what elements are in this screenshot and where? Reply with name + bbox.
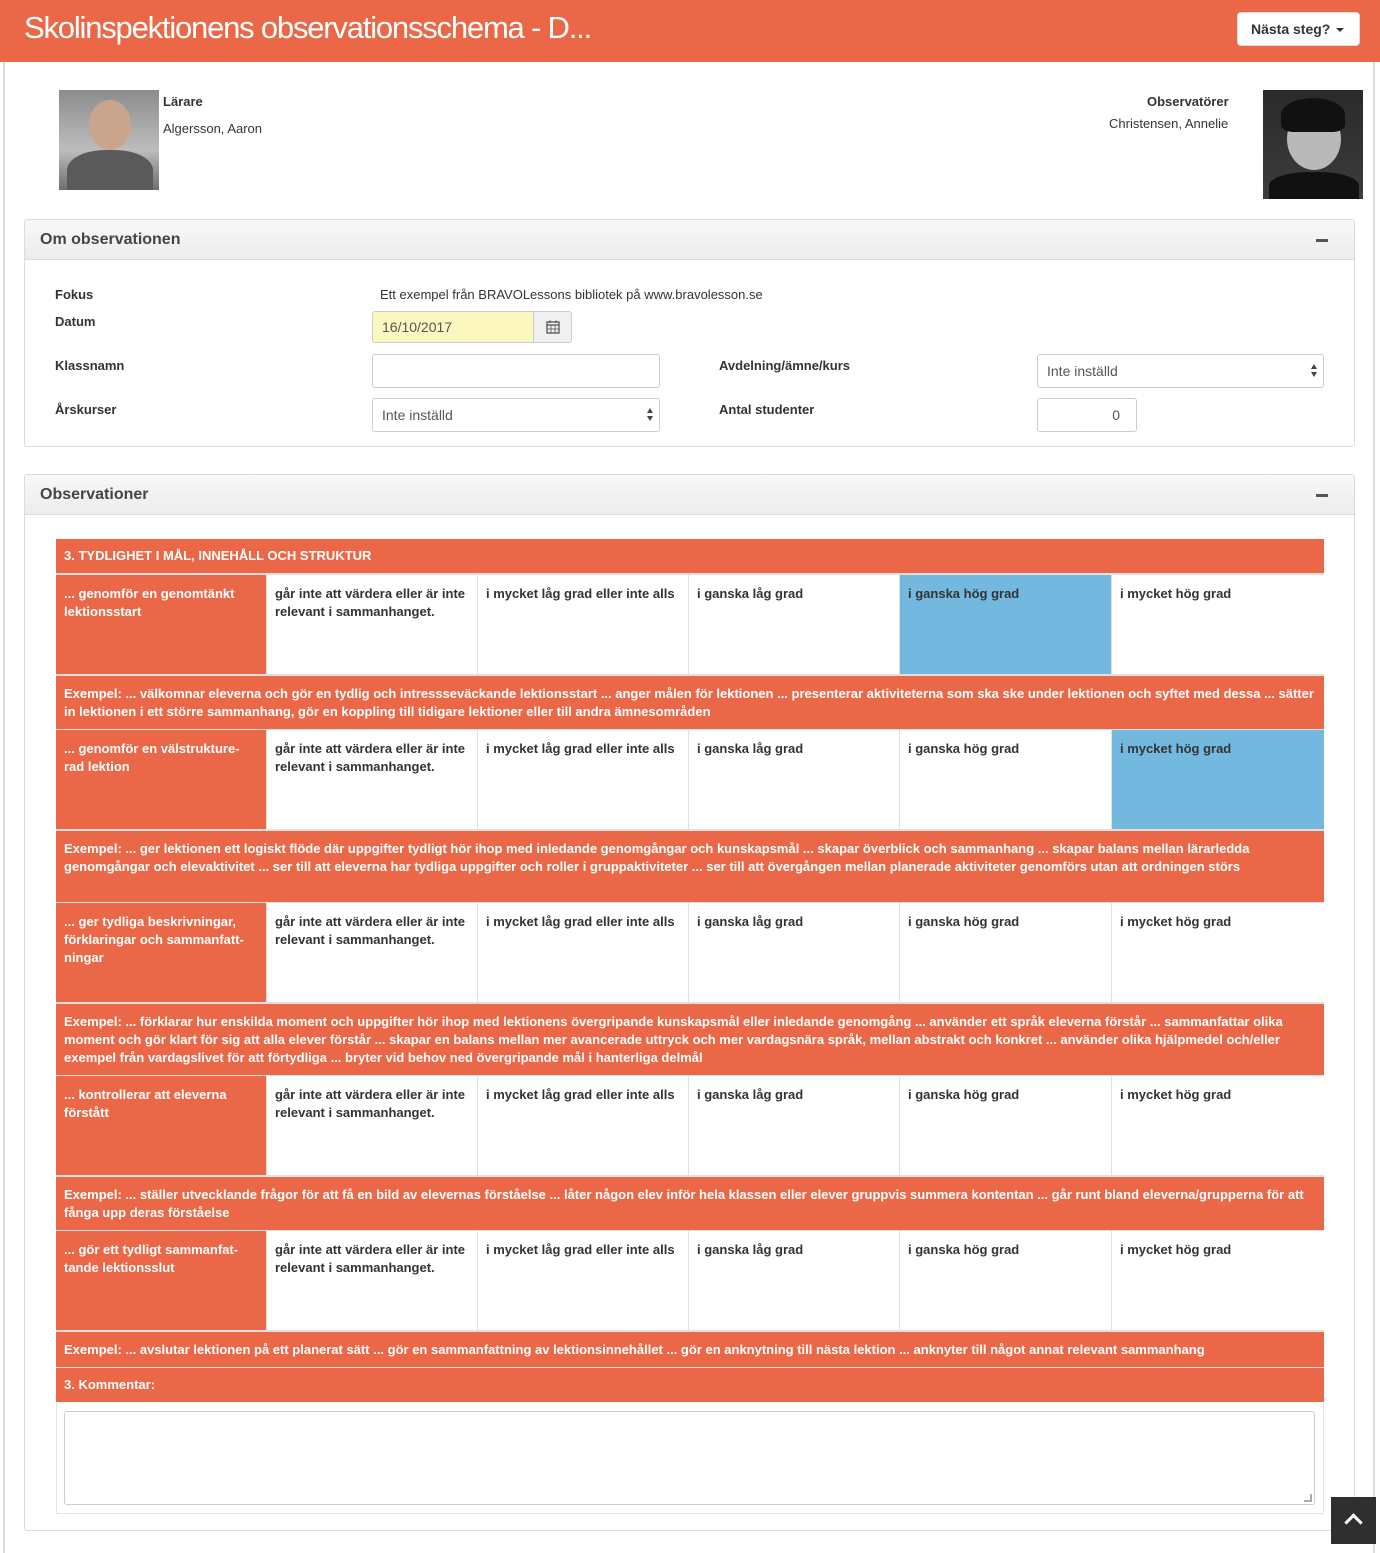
criterion-label: ... kontrollerar att eleverna förstått bbox=[56, 1076, 266, 1175]
rating-option[interactable]: i mycket hög grad bbox=[1112, 1231, 1324, 1330]
select-arrows-icon bbox=[1311, 364, 1317, 378]
calendar-icon bbox=[546, 320, 560, 334]
collapse-icon[interactable] bbox=[1316, 239, 1328, 242]
about-panel-header[interactable] bbox=[25, 220, 1354, 260]
date-value: 16/10/2017 bbox=[382, 319, 453, 335]
grades-label: Årskurser bbox=[55, 402, 117, 417]
rating-option[interactable]: i mycket hög grad bbox=[1112, 730, 1324, 829]
focus-label: Fokus bbox=[55, 287, 94, 302]
teacher-label: Lärare bbox=[163, 94, 203, 109]
rating-option[interactable]: går inte att värdera eller är inte relevant i sammanhanget. bbox=[267, 1076, 477, 1175]
example-text: Exempel: ... förklarar hur enskilda moment och uppgifter hör ihop med lektionens övergripande kunskapsmål eller inledande genomgång ... använder ett språk eleverna förstår ... sammanfattar olika moment och gör klart för sig att alla elever förstår ... skapar en balans mellan mer avancerade uttryck och mer vardagsnära språk, mellan abstrakt och konkret ... använder olika hjälpmedel och/eller exempel från vardagslivet för att förtydliga ... bryter vid behov ned övergripande mål i hanterliga delmål bbox=[56, 1004, 1324, 1075]
example-text: Exempel: ... ställer utvecklande frågor för att få en bild av elevernas förståelse ... låter någon elev inför hela klassen eller elever gruppvis summera kontentan ... går runt bland eleverna/grupperna för att fånga upp deras förståelse bbox=[56, 1177, 1324, 1230]
students-label: Antal studenter bbox=[719, 402, 815, 417]
rating-option[interactable]: i ganska låg grad bbox=[689, 1076, 899, 1175]
rating-option[interactable]: i mycket låg grad eller inte alls bbox=[478, 903, 688, 1002]
rating-option[interactable]: i ganska hög grad bbox=[900, 730, 1111, 829]
collapse-icon[interactable] bbox=[1316, 494, 1328, 497]
focus-value: Ett exempel från BRAVOLessons bibliotek på www.bravolesson.se bbox=[380, 287, 763, 302]
next-step-button[interactable] bbox=[1237, 12, 1360, 46]
scroll-to-top-button[interactable] bbox=[1331, 1497, 1376, 1544]
department-label: Avdelning/ämne/kurs bbox=[719, 358, 850, 373]
observations-panel-header[interactable] bbox=[25, 475, 1354, 515]
rating-option[interactable]: i ganska låg grad bbox=[689, 1231, 899, 1330]
observations-panel-title: Observationer bbox=[40, 486, 149, 503]
rating-option[interactable]: går inte att värdera eller är inte relevant i sammanhanget. bbox=[267, 575, 477, 674]
rating-option[interactable]: i mycket låg grad eller inte alls bbox=[478, 575, 688, 674]
page-title: Skolinspektionens observationsschema - D... bbox=[24, 10, 591, 45]
grades-value: Inte inställd bbox=[382, 407, 453, 423]
department-value: Inte inställd bbox=[1047, 363, 1118, 379]
about-panel bbox=[24, 219, 1355, 447]
date-input[interactable] bbox=[372, 311, 534, 343]
example-text: Exempel: ... ger lektionen ett logiskt flöde där uppgifter tydligt hör ihop med inledande genomgångar och kunskapsmål ... skapar överblick och sammanhang ... skapar balans mellan lärarledda genomgångar och elevaktivitet ... ser till att eleverna har tydliga uppgifter och roller i gruppaktiviteter ... ser till att övergången mellan planerade aktiviteter genomförs utan att ordningen störs bbox=[56, 831, 1324, 902]
rating-option[interactable]: i mycket låg grad eller inte alls bbox=[478, 1076, 688, 1175]
rating-option[interactable]: i mycket hög grad bbox=[1112, 1076, 1324, 1175]
rating-option[interactable]: går inte att värdera eller är inte relevant i sammanhanget. bbox=[267, 903, 477, 1002]
rating-option[interactable]: i ganska hög grad bbox=[900, 903, 1111, 1002]
class-label: Klassnamn bbox=[55, 358, 125, 373]
criterion-label: ... ger tydliga beskrivningar, förklaringar och sammanfatt-ningar bbox=[56, 903, 266, 1002]
rating-option[interactable]: i ganska låg grad bbox=[689, 903, 899, 1002]
criterion-label: ... genomför en genomtänkt lektionsstart bbox=[56, 575, 266, 674]
class-name-input[interactable] bbox=[372, 354, 660, 388]
section-title: 3. TYDLIGHET I MÅL, INNEHÅLL OCH STRUKTUR bbox=[56, 539, 1324, 573]
example-text: Exempel: ... välkomnar eleverna och gör en tydlig och intressseväckande lektionsstart ... anger målen för lektionen ... presenterar aktiviteterna som ska ske under lektionen och syftet med dessa ... sätter in lektionen i ett större sammanhang, gör en koppling till tidigare lektioner eller till andra ämnesområden bbox=[56, 676, 1324, 729]
rating-option[interactable]: går inte att värdera eller är inte relevant i sammanhanget. bbox=[267, 730, 477, 829]
date-label: Datum bbox=[55, 314, 96, 329]
resize-handle-icon[interactable] bbox=[1304, 1494, 1312, 1502]
observer-avatar bbox=[1263, 90, 1363, 199]
rating-option[interactable]: i ganska hög grad bbox=[900, 1231, 1111, 1330]
rating-option[interactable]: i mycket låg grad eller inte alls bbox=[478, 1231, 688, 1330]
top-bar bbox=[0, 0, 1380, 62]
students-value: 0 bbox=[1112, 407, 1120, 423]
observers-label: Observatörer bbox=[1147, 94, 1229, 109]
observer-name: Christensen, Annelie bbox=[1109, 116, 1229, 131]
select-arrows-icon bbox=[647, 408, 653, 422]
calendar-button[interactable] bbox=[533, 311, 572, 343]
department-select[interactable] bbox=[1037, 354, 1324, 388]
grades-select[interactable] bbox=[372, 398, 660, 432]
comment-label: 3. Kommentar: bbox=[56, 1368, 1324, 1402]
criterion-label: ... gör ett tydligt sammanfat-tande lektionsslut bbox=[56, 1231, 266, 1330]
teacher-avatar bbox=[59, 90, 159, 190]
rating-option[interactable]: i ganska låg grad bbox=[689, 730, 899, 829]
students-input[interactable] bbox=[1037, 398, 1137, 432]
next-step-label: Nästa steg? bbox=[1251, 21, 1331, 37]
rating-option[interactable]: i ganska hög grad bbox=[900, 1076, 1111, 1175]
comment-textarea[interactable] bbox=[64, 1411, 1315, 1505]
caret-down-icon bbox=[1336, 28, 1344, 32]
rating-option[interactable]: i mycket hög grad bbox=[1112, 575, 1324, 674]
teacher-name: Algersson, Aaron bbox=[163, 121, 263, 136]
rating-option[interactable]: i ganska låg grad bbox=[689, 575, 899, 674]
rating-option[interactable]: går inte att värdera eller är inte relevant i sammanhanget. bbox=[267, 1231, 477, 1330]
example-text: Exempel: ... avslutar lektionen på ett planerat sätt ... gör en sammanfattning av lektionsinnehållet ... gör en anknytning till nästa lektion ... anknyter till något annat relevant sammanhang bbox=[56, 1332, 1324, 1367]
rating-option[interactable]: i mycket låg grad eller inte alls bbox=[478, 730, 688, 829]
rating-option[interactable]: i mycket hög grad bbox=[1112, 903, 1324, 1002]
criterion-label: ... genomför en välstrukture-rad lektion bbox=[56, 730, 266, 829]
rating-option[interactable]: i ganska hög grad bbox=[900, 575, 1111, 674]
about-panel-title: Om observationen bbox=[40, 231, 181, 248]
